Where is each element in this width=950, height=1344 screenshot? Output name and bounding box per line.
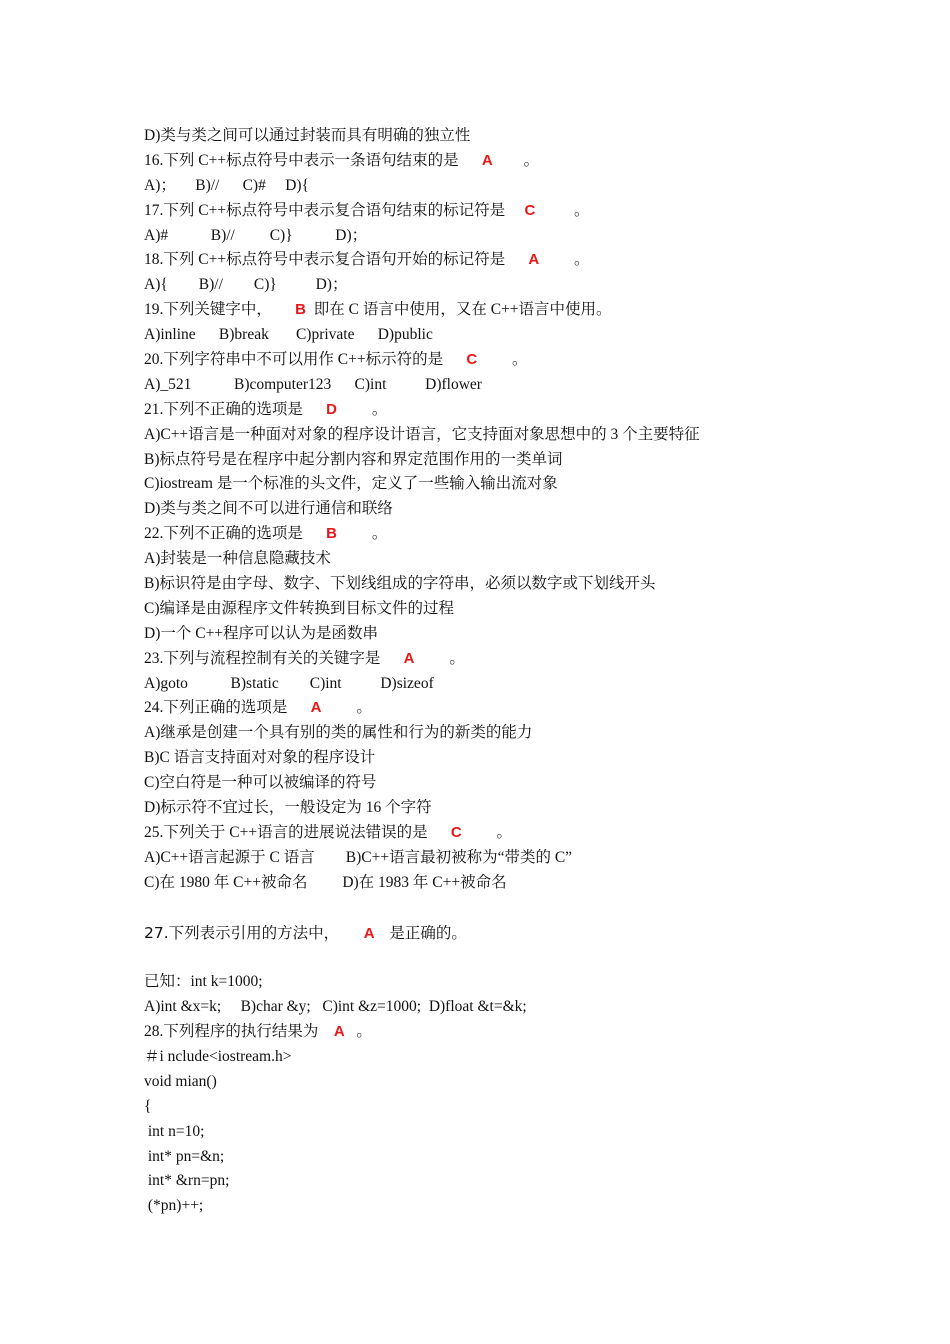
answer-mark: A xyxy=(403,649,415,667)
answer-mark: A xyxy=(528,251,540,269)
question-text: 17.下列 C++标点符号中表示复合语句结束的标记符是 xyxy=(144,201,525,219)
text-line: C)在 1980 年 C++被命名 D)在 1983 年 C++被命名 xyxy=(144,873,507,891)
question-tail: 。 xyxy=(535,201,590,219)
text-line: A)# B)// C)} D)； xyxy=(144,226,368,244)
text-line: void mian() xyxy=(144,1072,217,1090)
text-line: A)goto B)static C)int D)sizeof xyxy=(144,674,434,692)
text-line: int n=10; xyxy=(144,1122,205,1140)
question-list xyxy=(144,124,904,1219)
blank-line xyxy=(144,945,904,970)
question-tail: 。 xyxy=(321,699,372,717)
text-line: A)C++语言是一种面对对象的程序设计语言，它支持面对象思想中的 3 个主要特征 xyxy=(144,425,700,443)
question-tail: 。 xyxy=(336,400,388,418)
answer-mark: C xyxy=(466,351,478,369)
text-line: { xyxy=(144,1097,152,1115)
text-line: int* pn=&n; xyxy=(144,1147,225,1165)
question-text: 23.下列与流程控制有关的关键字是 xyxy=(144,649,404,667)
question-text: 25.下列关于 C++语言的进展说法错误的是 xyxy=(144,823,451,841)
text-line: int* &rn=pn; xyxy=(144,1172,230,1190)
answer-mark: D xyxy=(326,400,337,418)
question-text: 27.下列表示引用的方法中， xyxy=(144,923,364,942)
text-line: D)类与类之间可以通过封装而具有明确的独立性 xyxy=(144,127,471,144)
question-line xyxy=(144,647,904,672)
text-line: C)编译是由源程序文件转换到目标文件的过程 xyxy=(144,599,455,617)
text-line: A)C++语言起源于 C 语言 B)C++语言最初被称为“带类的 C” xyxy=(144,848,573,866)
text-line: A)_521 B)computer123 C)int D)flower xyxy=(144,375,482,393)
question-text: 20.下列字符串中不可以用作 C++标示符的是 xyxy=(144,351,467,369)
question-tail: 是正确的。 xyxy=(374,923,467,942)
question-text: 21.下列不正确的选项是 xyxy=(144,400,327,418)
question-line xyxy=(144,199,904,224)
text-line: A)继承是创建一个具有别的类的属性和行为的新类的能力 xyxy=(144,724,533,742)
question-tail: 。 xyxy=(477,351,528,369)
text-line: A){ B)// C)} D)； xyxy=(144,276,348,294)
question-line xyxy=(144,921,904,946)
question-line xyxy=(144,149,904,174)
question-line xyxy=(144,696,904,721)
question-tail: 即在 C 语言中使用，又在 C++语言中使用。 xyxy=(305,301,612,319)
question-tail: 。 xyxy=(539,251,590,269)
text-line: B)标识符是由字母、数字、下划线组成的字符串，必须以数字或下划线开头 xyxy=(144,575,656,593)
question-tail: 。 xyxy=(461,823,513,841)
answer-mark: C xyxy=(524,201,536,219)
question-tail: 。 xyxy=(344,1023,372,1041)
question-line xyxy=(144,821,904,846)
text-line: B)C 语言支持面对对象的程序设计 xyxy=(144,749,376,767)
text-line: D)标示符不宜过长，一般设定为 16 个字符 xyxy=(144,799,432,817)
text-line: 已知：int k=1000; xyxy=(144,973,263,991)
question-text: 24.下列正确的选项是 xyxy=(144,699,311,717)
text-line: D)类与类之间不可以进行通信和联络 xyxy=(144,500,393,518)
text-line: C)iostream 是一个标准的头文件，定义了一些输入输出流对象 xyxy=(144,475,558,493)
question-tail: 。 xyxy=(336,525,388,543)
text-line: B)标点符号是在程序中起分割内容和界定范围作用的一类单词 xyxy=(144,450,563,468)
text-line: ＃i nclude<iostream.h> xyxy=(144,1047,292,1065)
answer-mark: A xyxy=(363,924,375,942)
text-line: A)封装是一种信息隐藏技术 xyxy=(144,550,331,568)
text-line: C)空白符是一种可以被编译的符号 xyxy=(144,774,377,792)
question-text: 18.下列 C++标点符号中表示复合语句开始的标记符是 xyxy=(144,251,529,269)
answer-mark: B xyxy=(295,301,306,319)
text-line: D)一个 C++程序可以认为是函数串 xyxy=(144,624,379,642)
question-line xyxy=(144,398,904,423)
question-line xyxy=(144,348,904,373)
question-line xyxy=(144,298,904,323)
text-line: A)inline B)break C)private D)public xyxy=(144,326,433,344)
question-line xyxy=(144,522,904,547)
question-text: 16.下列 C++标点符号中表示一条语句结束的是 xyxy=(144,151,482,169)
question-tail: 。 xyxy=(492,151,540,169)
blank-line xyxy=(144,896,904,921)
question-text: 28.下列程序的执行结果为 xyxy=(144,1023,334,1041)
question-text: 22.下列不正确的选项是 xyxy=(144,525,327,543)
answer-mark: A xyxy=(310,699,322,717)
answer-mark: B xyxy=(326,525,337,543)
answer-mark: A xyxy=(333,1023,345,1041)
question-text: 19.下列关键字中， xyxy=(144,301,296,319)
question-tail: 。 xyxy=(414,649,465,667)
question-line xyxy=(144,1020,904,1045)
text-line: (*pn)++; xyxy=(144,1197,204,1215)
text-line: A)； B)// C)# D){ xyxy=(144,176,310,194)
text-line: A)int &x=k; B)char &y; C)int &z=1000; D)float &t=&k; xyxy=(144,998,527,1016)
answer-mark: C xyxy=(450,823,462,841)
question-line xyxy=(144,248,904,273)
answer-mark: A xyxy=(481,151,493,169)
